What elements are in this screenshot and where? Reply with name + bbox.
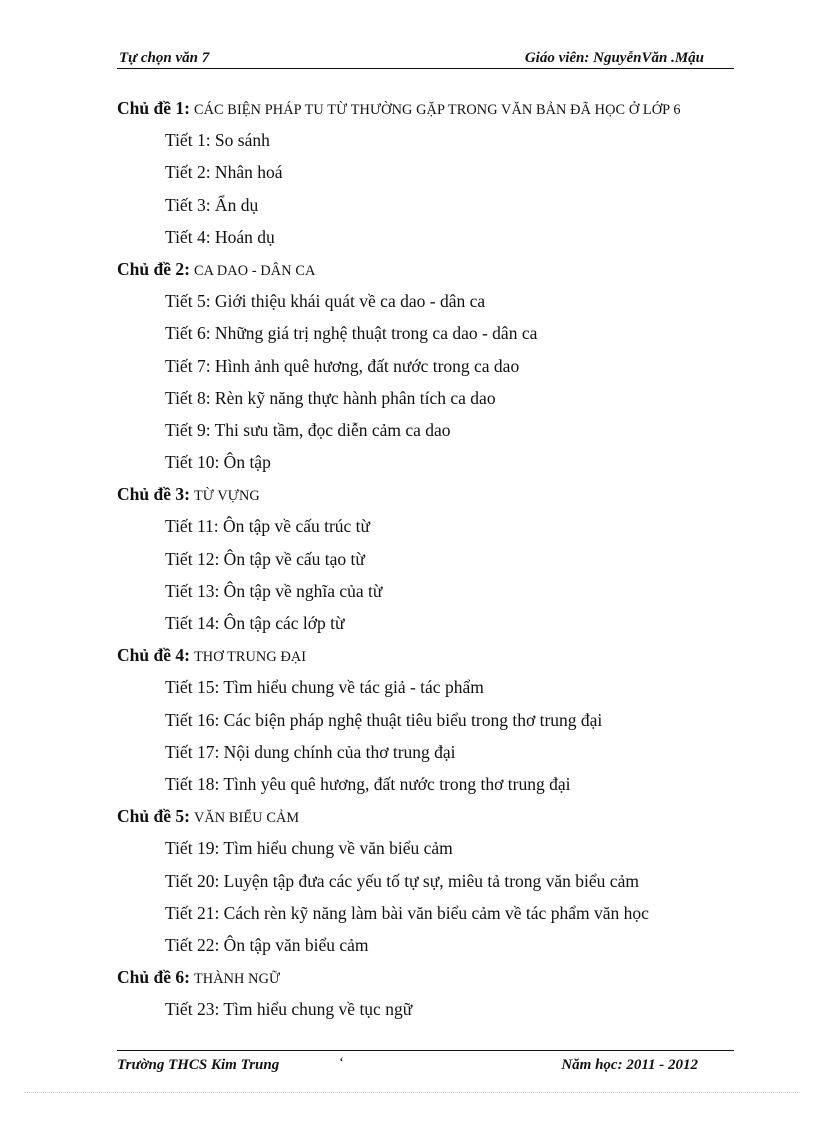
lesson-item: Tiết 22: Ôn tập văn biểu cảm	[165, 934, 369, 955]
topic-heading	[117, 800, 757, 832]
topic-title: CA DAO - DÂN CA	[193, 262, 316, 279]
lesson-item: Tiết 7: Hình ảnh quê hương, đất nước trong ca dao	[165, 355, 520, 376]
topic-title: TỪ VỰNG	[193, 488, 260, 505]
lesson-item: Tiết 9: Thi sưu tầm, đọc diễn cảm ca dao	[165, 419, 451, 440]
topic-label: Chủ đề 2:	[117, 258, 190, 279]
lesson-item: Tiết 5: Giới thiệu khái quát về ca dao - dân ca	[165, 291, 486, 312]
topic-title: THÀNH NGỮ	[193, 971, 281, 988]
topic-heading	[117, 639, 757, 671]
topic-heading	[117, 253, 757, 285]
topic-heading	[117, 478, 757, 510]
footer-school: Trường THCS Kim Trung	[117, 1057, 280, 1073]
page-footer	[117, 1050, 734, 1081]
topic-title: VĂN BIỂU CẢM	[193, 810, 300, 827]
lesson-item: Tiết 12: Ôn tập về cấu tạo từ	[165, 548, 365, 569]
footer-school-year: Năm học: 2011 - 2012	[561, 1057, 698, 1073]
lesson-item: Tiết 18: Tình yêu quê hương, đất nước trong thơ trung đại	[165, 773, 571, 794]
header-subject: Tự chọn văn 7	[119, 50, 210, 66]
lesson-item: Tiết 1: So sánh	[165, 130, 270, 151]
footer-mark: ‘	[339, 1055, 344, 1071]
lesson-item: Tiết 13: Ôn tập về nghĩa của từ	[165, 580, 383, 601]
lesson-item: Tiết 2: Nhân hoá	[165, 162, 283, 183]
topic-heading	[117, 92, 757, 124]
lesson-item: Tiết 15: Tìm hiểu chung về tác giả - tác phẩm	[165, 677, 484, 698]
topic-title: CÁC BIỆN PHÁP TU TỪ THƯỜNG GẶP TRONG VĂN BẢN ĐÃ HỌC Ở LỚP 6	[193, 102, 681, 118]
lesson-item: Tiết 23: Tìm hiểu chung về tục ngữ	[165, 999, 413, 1020]
topic-label: Chủ đề 6:	[117, 967, 190, 988]
lesson-item: Tiết 6: Những giá trị nghệ thuật trong ca dao - dân ca	[165, 323, 538, 344]
topic-label: Chủ đề 4:	[117, 645, 190, 666]
lesson-item: Tiết 3: Ẩn dụ	[165, 194, 259, 215]
topic-label: Chủ đề 1:	[117, 98, 190, 118]
header-teacher: Giáo viên: NguyễnVăn .Mậu	[524, 50, 704, 66]
lesson-item: Tiết 14: Ôn tập các lớp từ	[165, 613, 345, 633]
topic-heading	[117, 961, 757, 993]
page-bottom-divider	[24, 1092, 800, 1093]
lesson-item: Tiết 4: Hoán dụ	[165, 226, 275, 247]
lesson-item: Tiết 8: Rèn kỹ năng thực hành phân tích ca dao	[165, 387, 496, 408]
syllabus-content	[117, 92, 757, 1025]
lesson-item: Tiết 20: Luyện tập đưa các yếu tố tự sự, miêu tả trong văn biểu cảm	[165, 870, 639, 891]
lesson-item: Tiết 10: Ôn tập	[165, 452, 271, 473]
topic-title: THƠ TRUNG ĐẠI	[193, 649, 307, 666]
lesson-item: Tiết 19: Tìm hiểu chung về văn biểu cảm	[165, 838, 453, 859]
topic-label: Chủ đề 5:	[117, 806, 190, 827]
lesson-item: Tiết 17: Nội dung chính của thơ trung đại	[165, 741, 456, 762]
lesson-item: Tiết 11: Ôn tập về cấu trúc từ	[165, 516, 371, 537]
topic-label: Chủ đề 3:	[117, 484, 190, 505]
page-header	[117, 48, 734, 69]
lesson-item: Tiết 21: Cách rèn kỹ năng làm bài văn biểu cảm về tác phẩm văn học	[165, 902, 649, 923]
lesson-item: Tiết 16: Các biện pháp nghệ thuật tiêu biểu trong thơ trung đại	[165, 709, 603, 730]
